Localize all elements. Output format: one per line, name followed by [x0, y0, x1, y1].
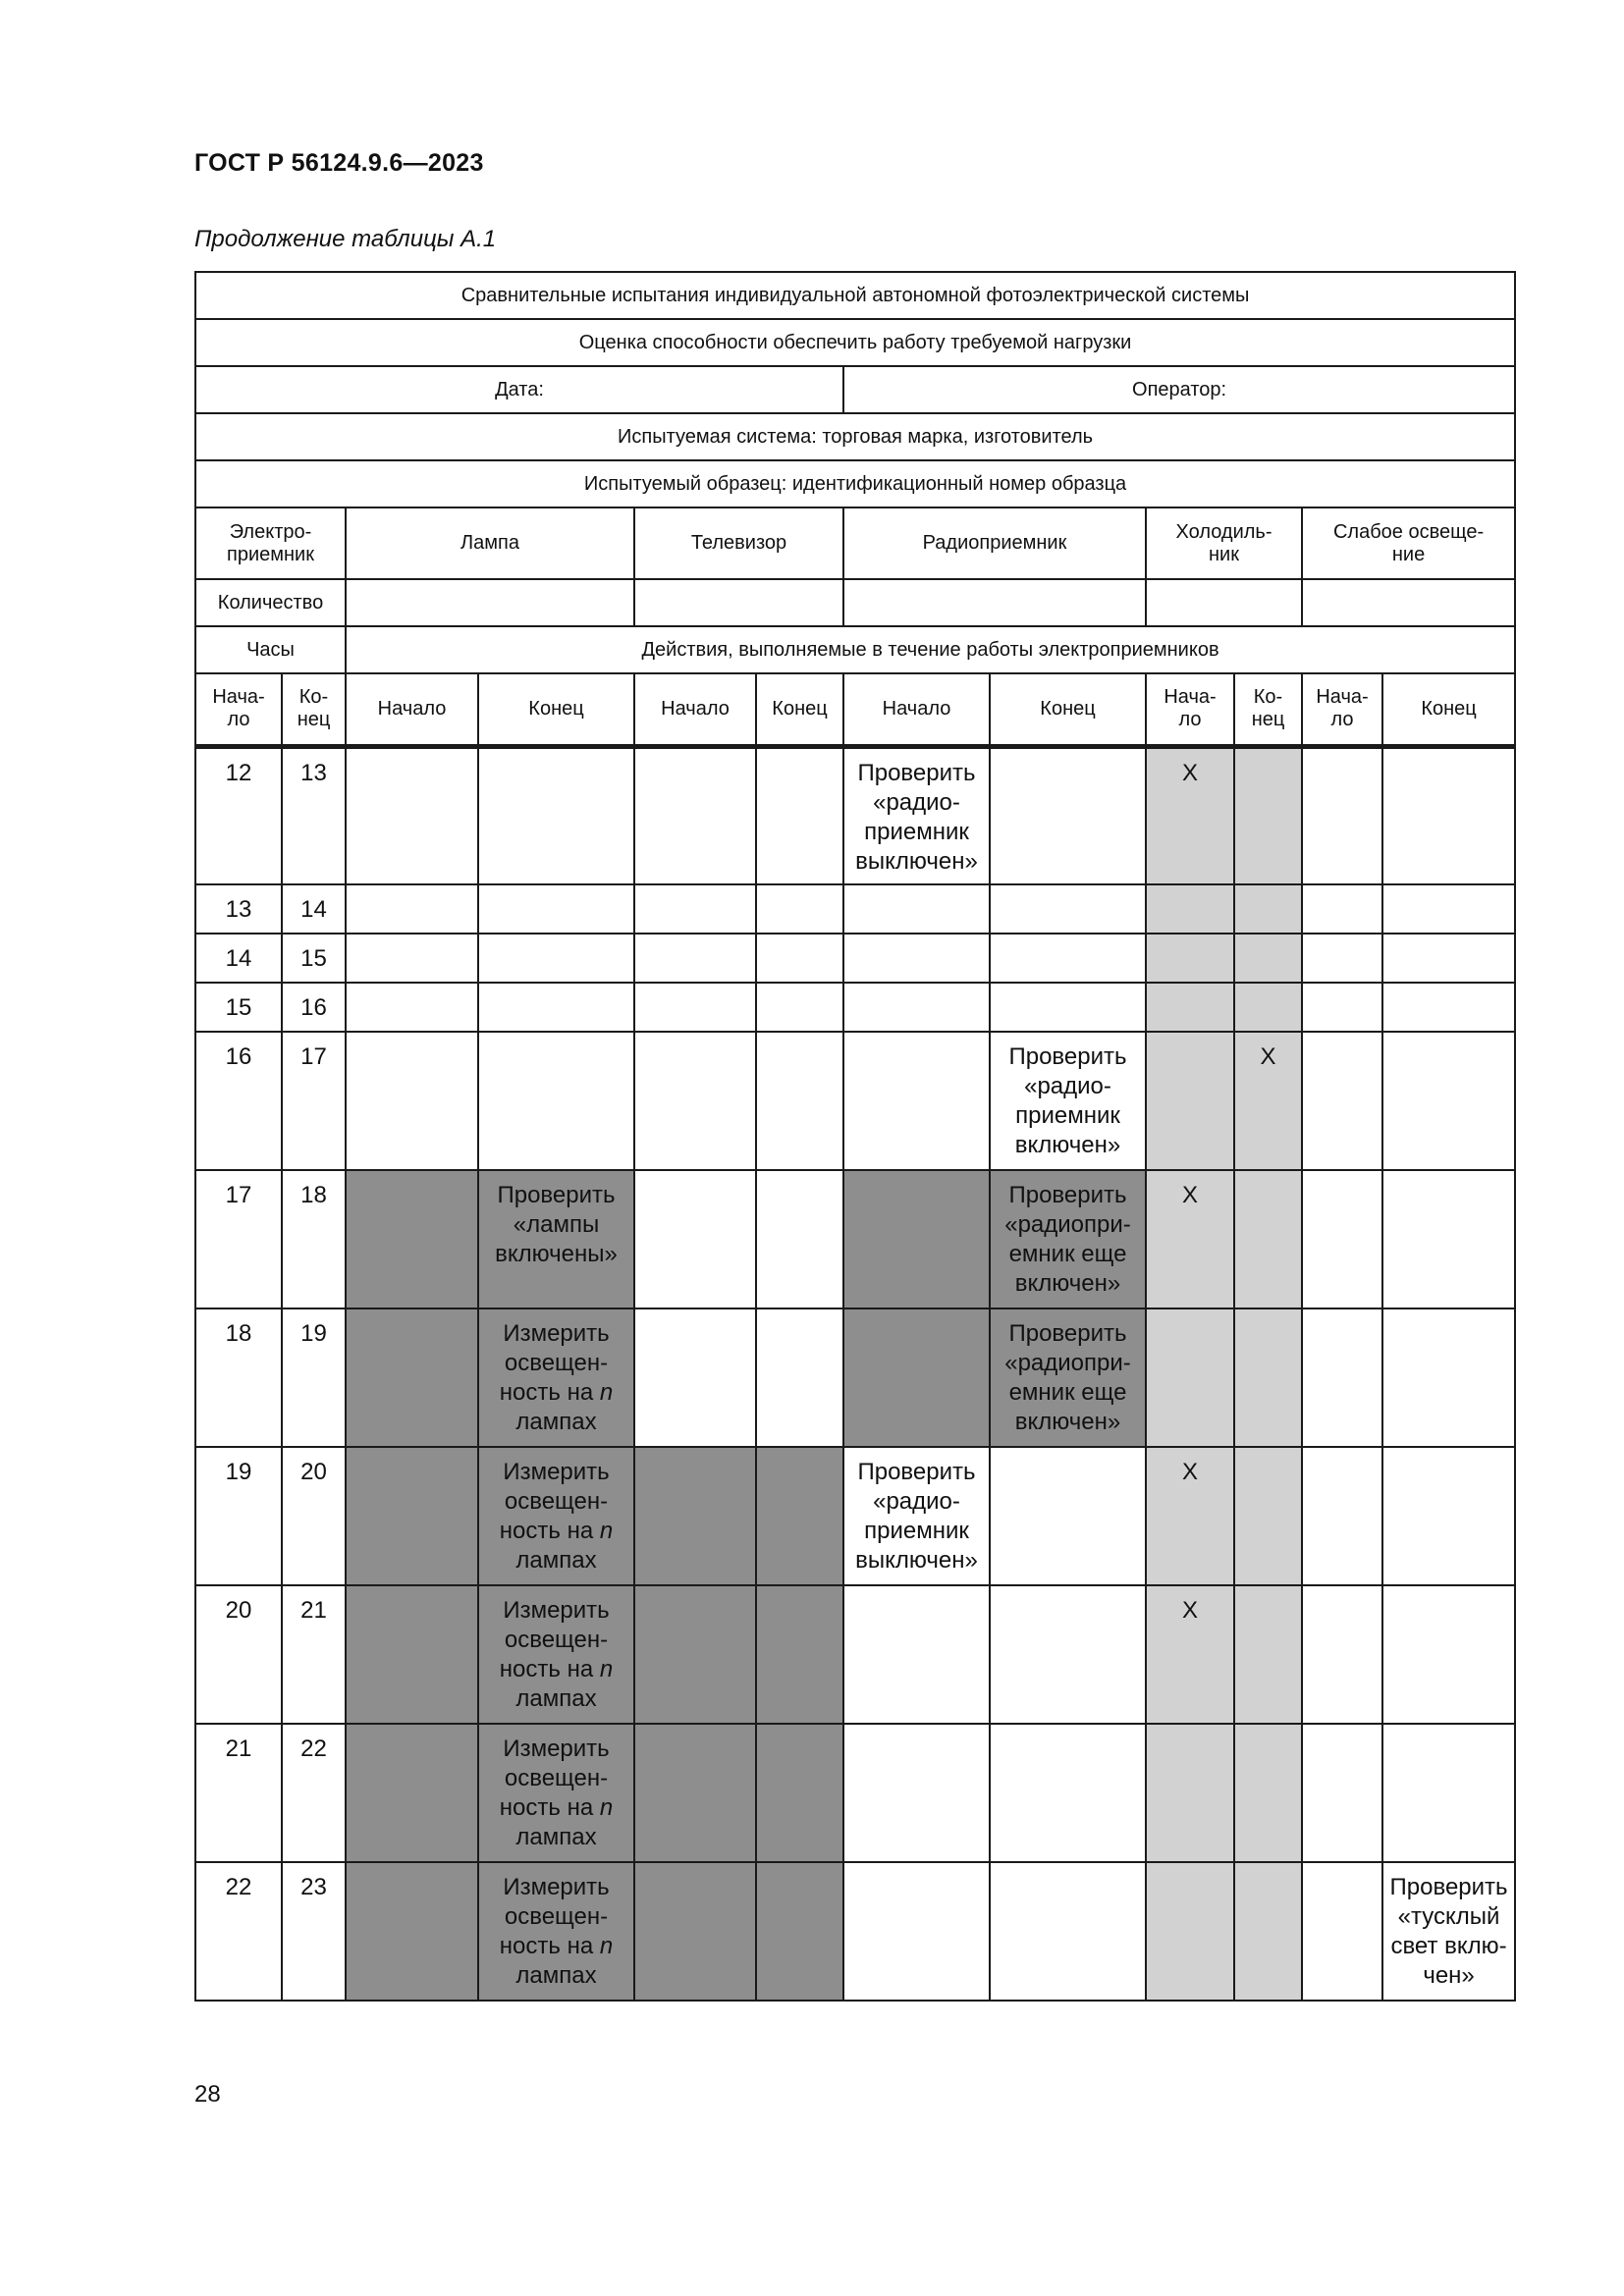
fridge-start: X	[1146, 1447, 1234, 1585]
dim-end	[1382, 983, 1515, 1032]
dim-end	[1382, 1724, 1515, 1862]
fridge-start	[1146, 1032, 1234, 1170]
radio-start: Проверить «радио-приемник выключен»	[843, 746, 990, 884]
table-row	[195, 1724, 1515, 1862]
lamp-end: Измерить освещен-ность на n лампах	[478, 1724, 634, 1862]
radio-end	[990, 1724, 1146, 1862]
tv-end	[756, 1862, 843, 2001]
sub-header: Нача-ло	[195, 673, 282, 746]
tv-end	[756, 1724, 843, 1862]
fridge-end	[1234, 1724, 1302, 1862]
lamp-start	[346, 1447, 478, 1585]
dim-start	[1302, 1585, 1382, 1724]
radio-end	[990, 746, 1146, 884]
sub-header: Конец	[1382, 673, 1515, 746]
header-title-2: Оценка способности обеспечить работу требуемой нагрузки	[195, 319, 1515, 366]
dim-end	[1382, 1170, 1515, 1308]
dim-end	[1382, 1308, 1515, 1447]
hour-end: 18	[282, 1170, 346, 1308]
hour-start: 14	[195, 934, 282, 983]
consumer-label: Электро-приемник	[195, 507, 346, 579]
tv-start	[634, 884, 756, 934]
hour-start: 20	[195, 1585, 282, 1724]
tv-start	[634, 1724, 756, 1862]
lamp-start	[346, 884, 478, 934]
test-table	[194, 271, 1516, 2002]
dim-start	[1302, 983, 1382, 1032]
fridge-start: X	[1146, 746, 1234, 884]
fridge-end	[1234, 1862, 1302, 2001]
radio-end	[990, 884, 1146, 934]
table-row	[195, 1585, 1515, 1724]
sample-label: Испытуемый образец: идентификационный номер образца	[195, 460, 1515, 507]
tv-end	[756, 746, 843, 884]
quantity-cell	[346, 579, 634, 626]
radio-end: Проверить «радио-приемник включен»	[990, 1032, 1146, 1170]
system-label: Испытуемая система: торговая марка, изготовитель	[195, 413, 1515, 460]
hour-start: 12	[195, 746, 282, 884]
tv-end	[756, 1308, 843, 1447]
hour-end: 17	[282, 1032, 346, 1170]
fridge-start	[1146, 934, 1234, 983]
fridge-start	[1146, 1308, 1234, 1447]
dim-end	[1382, 1585, 1515, 1724]
lamp-start	[346, 1724, 478, 1862]
operator-label: Оператор:	[843, 366, 1515, 413]
dim-start	[1302, 1724, 1382, 1862]
tv-end	[756, 1032, 843, 1170]
dim-start	[1302, 1032, 1382, 1170]
sub-header: Начало	[346, 673, 478, 746]
lamp-end	[478, 934, 634, 983]
dim-start	[1302, 1308, 1382, 1447]
table-row	[195, 1862, 1515, 2001]
radio-start	[843, 1862, 990, 2001]
sub-header: Конец	[756, 673, 843, 746]
tv-start	[634, 1585, 756, 1724]
tv-end	[756, 1447, 843, 1585]
tv-start	[634, 934, 756, 983]
radio-start	[843, 1585, 990, 1724]
radio-start	[843, 1032, 990, 1170]
hour-start: 22	[195, 1862, 282, 2001]
dim-start	[1302, 934, 1382, 983]
hour-start: 16	[195, 1032, 282, 1170]
radio-end: Проверить «радиопри-емник еще включен»	[990, 1308, 1146, 1447]
dim-end	[1382, 1447, 1515, 1585]
lamp-end	[478, 884, 634, 934]
lamp-start	[346, 1308, 478, 1447]
dim-start	[1302, 1862, 1382, 2001]
tv-start	[634, 1447, 756, 1585]
fridge-end	[1234, 983, 1302, 1032]
sub-header: Ко-нец	[282, 673, 346, 746]
hour-start: 17	[195, 1170, 282, 1308]
table-row	[195, 746, 1515, 884]
device-dim-light: Слабое освеще-ние	[1302, 507, 1515, 579]
fridge-end	[1234, 884, 1302, 934]
tv-start	[634, 1308, 756, 1447]
sub-header: Конец	[478, 673, 634, 746]
tv-start	[634, 983, 756, 1032]
table-row	[195, 1032, 1515, 1170]
hour-end: 20	[282, 1447, 346, 1585]
fridge-start	[1146, 983, 1234, 1032]
radio-end	[990, 1447, 1146, 1585]
hours-label: Часы	[195, 626, 346, 673]
fridge-end: X	[1234, 1032, 1302, 1170]
table-caption: Продолжение таблицы А.1	[194, 226, 497, 252]
lamp-start	[346, 1862, 478, 2001]
table-row	[195, 934, 1515, 983]
radio-start	[843, 934, 990, 983]
device-radio: Радиоприемник	[843, 507, 1146, 579]
radio-start	[843, 1724, 990, 1862]
hour-end: 22	[282, 1724, 346, 1862]
hour-start: 15	[195, 983, 282, 1032]
device-fridge: Холодиль-ник	[1146, 507, 1302, 579]
fridge-start	[1146, 1724, 1234, 1862]
dim-end	[1382, 1032, 1515, 1170]
hour-end: 14	[282, 884, 346, 934]
lamp-start	[346, 934, 478, 983]
lamp-end	[478, 1032, 634, 1170]
radio-end	[990, 1862, 1146, 2001]
hour-start: 18	[195, 1308, 282, 1447]
tv-start	[634, 1170, 756, 1308]
fridge-end	[1234, 934, 1302, 983]
tv-start	[634, 1862, 756, 2001]
tv-start	[634, 746, 756, 884]
fridge-start	[1146, 884, 1234, 934]
tv-end	[756, 934, 843, 983]
lamp-end: Проверить «лампы включены»	[478, 1170, 634, 1308]
radio-end: Проверить «радиопри-емник еще включен»	[990, 1170, 1146, 1308]
hour-start: 13	[195, 884, 282, 934]
table-row	[195, 983, 1515, 1032]
lamp-end: Измерить освещен-ность на n лампах	[478, 1308, 634, 1447]
header-title-1: Сравнительные испытания индивидуальной автономной фотоэлектрической системы	[195, 272, 1515, 319]
device-tv: Телевизор	[634, 507, 843, 579]
actions-label: Действия, выполняемые в течение работы электроприемников	[346, 626, 1515, 673]
radio-start	[843, 1308, 990, 1447]
table-row	[195, 1170, 1515, 1308]
fridge-end	[1234, 1447, 1302, 1585]
radio-start	[843, 884, 990, 934]
lamp-end: Измерить освещен-ность на n лампах	[478, 1447, 634, 1585]
dim-end: Проверить «тусклый свет вклю-чен»	[1382, 1862, 1515, 2001]
lamp-end: Измерить освещен-ность на n лампах	[478, 1862, 634, 2001]
sub-header: Начало	[634, 673, 756, 746]
hour-end: 15	[282, 934, 346, 983]
sub-header: Начало	[843, 673, 990, 746]
hour-end: 16	[282, 983, 346, 1032]
fridge-end	[1234, 1308, 1302, 1447]
dim-start	[1302, 884, 1382, 934]
fridge-start: X	[1146, 1585, 1234, 1724]
date-label: Дата:	[195, 366, 843, 413]
fridge-end	[1234, 1170, 1302, 1308]
sub-header: Ко-нец	[1234, 673, 1302, 746]
hour-end: 19	[282, 1308, 346, 1447]
fridge-end	[1234, 1585, 1302, 1724]
lamp-start	[346, 746, 478, 884]
sub-header: Нача-ло	[1302, 673, 1382, 746]
fridge-start	[1146, 1862, 1234, 2001]
tv-end	[756, 1170, 843, 1308]
lamp-start	[346, 1032, 478, 1170]
hour-end: 23	[282, 1862, 346, 2001]
tv-end	[756, 983, 843, 1032]
radio-end	[990, 1585, 1146, 1724]
tv-start	[634, 1032, 756, 1170]
quantity-cell	[1302, 579, 1515, 626]
hour-end: 21	[282, 1585, 346, 1724]
sub-header: Конец	[990, 673, 1146, 746]
lamp-end: Измерить освещен-ность на n лампах	[478, 1585, 634, 1724]
dim-end	[1382, 934, 1515, 983]
device-lamp: Лампа	[346, 507, 634, 579]
table-row	[195, 884, 1515, 934]
lamp-end	[478, 746, 634, 884]
sub-header: Нача-ло	[1146, 673, 1234, 746]
dim-start	[1302, 746, 1382, 884]
fridge-start: X	[1146, 1170, 1234, 1308]
lamp-start	[346, 1585, 478, 1724]
radio-start	[843, 983, 990, 1032]
hour-end: 13	[282, 746, 346, 884]
table-row	[195, 1308, 1515, 1447]
tv-end	[756, 884, 843, 934]
page-number: 28	[194, 2081, 221, 2108]
dim-start	[1302, 1170, 1382, 1308]
lamp-end	[478, 983, 634, 1032]
dim-start	[1302, 1447, 1382, 1585]
quantity-cell	[843, 579, 1146, 626]
hour-start: 19	[195, 1447, 282, 1585]
tv-end	[756, 1585, 843, 1724]
quantity-cell	[1146, 579, 1302, 626]
radio-start	[843, 1170, 990, 1308]
quantity-label: Количество	[195, 579, 346, 626]
lamp-start	[346, 1170, 478, 1308]
hour-start: 21	[195, 1724, 282, 1862]
lamp-start	[346, 983, 478, 1032]
fridge-end	[1234, 746, 1302, 884]
dim-end	[1382, 746, 1515, 884]
table-row	[195, 1447, 1515, 1585]
radio-start: Проверить «радио-приемник выключен»	[843, 1447, 990, 1585]
radio-end	[990, 983, 1146, 1032]
quantity-cell	[634, 579, 843, 626]
document-code: ГОСТ Р 56124.9.6—2023	[194, 149, 484, 177]
radio-end	[990, 934, 1146, 983]
dim-end	[1382, 884, 1515, 934]
